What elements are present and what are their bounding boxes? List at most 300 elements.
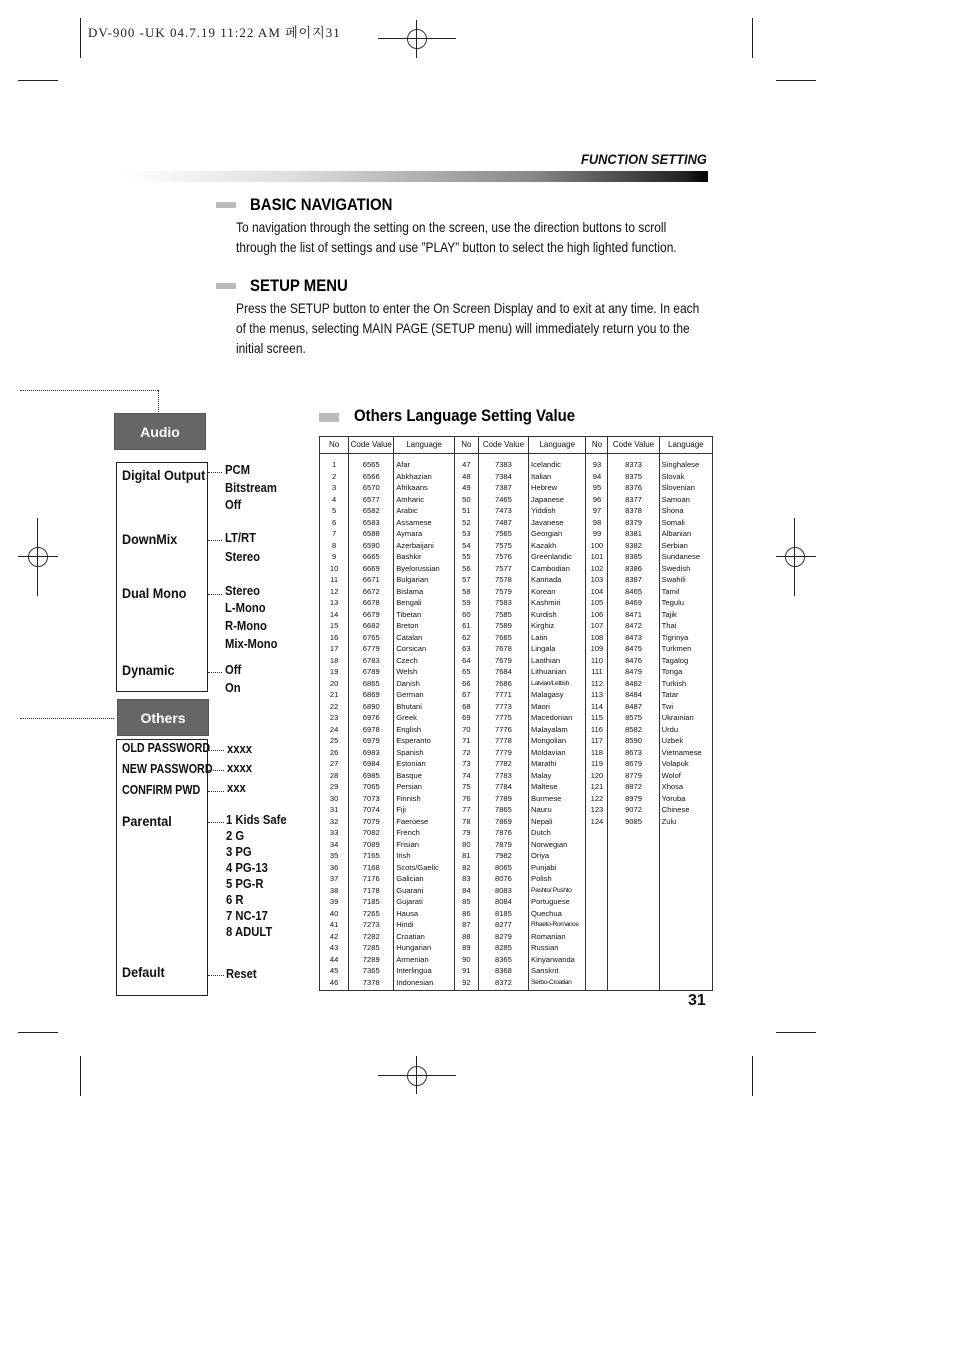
table-cell: 54 [462, 540, 471, 550]
table-cell: 8479 [625, 667, 642, 676]
table-cell: 8679 [625, 759, 642, 768]
parental-option[interactable]: 5 PG-R [226, 877, 264, 891]
table-cell: 30 [329, 793, 339, 803]
table-cell: 8376 [625, 483, 642, 492]
dual-mono-option[interactable]: Stereo [225, 584, 261, 598]
table-header: Code Value [608, 437, 659, 454]
table-cell: 8378 [625, 506, 642, 515]
table-cell: 7176 [362, 874, 380, 883]
table-cell: 67 [462, 690, 471, 699]
registration-mark-icon [785, 547, 805, 567]
table-cell: 18 [329, 655, 339, 665]
table-cell: Irish [396, 851, 411, 860]
table-cell: 73 [462, 759, 471, 768]
table-cell: 8471 [625, 609, 642, 619]
table-cell: French [396, 828, 420, 837]
table-cell: Polish [531, 874, 552, 883]
language-column [659, 454, 712, 991]
default-value[interactable]: Reset [226, 967, 257, 981]
digital-output-option[interactable]: Bitstream [225, 481, 277, 495]
table-cell: 81 [462, 851, 471, 860]
parental-option[interactable]: 4 PG-13 [226, 861, 268, 875]
table-cell: Macedonian [531, 713, 573, 722]
table-cell: 38 [329, 885, 339, 895]
table-cell: 55 [462, 552, 471, 561]
digital-output-option[interactable]: PCM [225, 463, 251, 477]
parental-option[interactable]: 2 G [226, 829, 245, 843]
table-cell: 7773 [494, 701, 512, 711]
table-cell: 109 [590, 644, 604, 653]
table-cell: 29 [329, 782, 339, 791]
table-cell: 7565 [494, 529, 512, 538]
table-cell: Greek [396, 713, 417, 722]
table-cell: 39 [329, 897, 339, 906]
table-cell: 7082 [362, 828, 380, 837]
table-cell: 7577 [494, 563, 512, 573]
table-cell: 8872 [625, 782, 642, 791]
table-cell: 6978 [362, 724, 380, 734]
crop-mark [752, 18, 753, 58]
table-header: Language [394, 437, 455, 454]
downmix-option[interactable]: Stereo [225, 550, 261, 564]
table-cell: 90 [462, 954, 471, 964]
dotted-connector [158, 390, 159, 412]
table-cell: 7865 [494, 805, 512, 814]
table-cell: 8285 [494, 943, 512, 952]
table-cell: 27 [329, 759, 339, 768]
table-cell: 86 [462, 908, 471, 918]
section-marker [216, 283, 236, 289]
table-cell: Punjabi [531, 862, 557, 872]
table-cell: Slovenian [661, 483, 695, 492]
table-cell: 6 [332, 517, 337, 527]
table-cell: 8382 [625, 540, 642, 550]
table-cell: 120 [590, 770, 604, 780]
default-label[interactable]: Default [122, 964, 165, 980]
table-cell: 87 [462, 920, 471, 929]
table-cell: Malagasy [531, 690, 564, 699]
dual-mono-option[interactable]: Mix-Mono [225, 637, 278, 651]
table-cell: 83 [462, 874, 471, 883]
table-cell: Dutch [531, 828, 551, 837]
table-cell: Xhosa [661, 782, 684, 791]
crop-mark [80, 1056, 81, 1096]
downmix-label[interactable]: DownMix [122, 531, 178, 547]
table-cell: Breton [396, 621, 419, 630]
table-cell: 8076 [494, 874, 512, 883]
table-cell: 88 [462, 931, 471, 941]
table-cell: 80 [462, 839, 471, 849]
table-cell: 8465 [625, 586, 642, 596]
table-cell: 32 [329, 816, 339, 826]
table-cell: 108 [590, 632, 604, 642]
audio-tab[interactable]: Audio [114, 413, 206, 450]
table-cell: Azerbaijani [396, 540, 434, 550]
others-language-title: Others Language Setting Value [354, 406, 576, 425]
table-cell: Serbian [661, 540, 688, 550]
table-cell: 60 [462, 609, 471, 619]
table-cell: 43 [329, 943, 339, 952]
table-cell: 107 [590, 621, 604, 630]
table-cell: Indonesian [396, 977, 434, 987]
table-cell: Tagalog [661, 655, 689, 665]
table-cell: Burmese [531, 793, 562, 803]
table-cell: Portuguese [531, 897, 570, 906]
table-cell: 8372 [494, 977, 512, 987]
crop-mark [776, 1032, 816, 1033]
parental-option[interactable]: 7 NC-17 [226, 909, 268, 923]
table-cell: 13 [329, 598, 339, 607]
table-cell: 9 [332, 552, 337, 561]
table-cell: 6570 [362, 483, 380, 492]
others-tab[interactable]: Others [117, 699, 209, 736]
table-cell: 6779 [362, 644, 380, 653]
table-cell: 25 [329, 736, 339, 745]
code-column [478, 454, 528, 991]
table-cell: 85 [462, 897, 471, 906]
table-cell: 49 [462, 483, 471, 492]
table-cell: 7576 [494, 552, 512, 561]
table-cell: English [396, 724, 422, 734]
table-cell: 7178 [362, 885, 380, 895]
table-cell: 6979 [362, 736, 380, 745]
table-cell: 7686 [494, 678, 512, 688]
table-cell: Maltese [531, 782, 558, 791]
table-cell: Kannada [531, 575, 562, 584]
table-cell: Bashkir [396, 552, 422, 561]
table-cell: Tonga [661, 667, 683, 676]
table-cell: 48 [462, 471, 471, 481]
table-cell: 22 [329, 701, 339, 711]
table-cell: Cambodian [531, 563, 570, 573]
table-cell: 79 [462, 828, 471, 837]
table-cell: 68 [462, 701, 471, 711]
table-cell: 9072 [625, 805, 642, 814]
code-column [349, 454, 394, 991]
table-cell: 8084 [494, 897, 512, 906]
table-cell: 8582 [625, 724, 642, 734]
table-cell: Welsh [396, 667, 418, 676]
confirm-pwd-value[interactable]: xxx [227, 781, 246, 795]
table-cell: 6582 [362, 506, 380, 515]
language-code-table [319, 436, 713, 991]
table-cell: Catalan [396, 632, 423, 642]
table-cell: 7074 [362, 805, 380, 814]
table-cell: 6577 [362, 494, 380, 504]
registration-mark-icon [378, 38, 456, 39]
table-cell: 7575 [494, 540, 512, 550]
function-setting-label: FUNCTION SETTING [581, 151, 707, 167]
table-cell: 7265 [362, 908, 380, 918]
table-cell: Wolof [661, 770, 681, 780]
table-cell: 104 [590, 586, 604, 596]
table-cell: 6671 [362, 575, 380, 584]
dotted-connector [208, 770, 224, 771]
table-cell: 97 [592, 506, 602, 515]
table-cell: 6679 [362, 609, 380, 619]
table-cell: Tatar [661, 690, 679, 699]
table-cell: 36 [329, 862, 339, 872]
table-cell: Abkhazian [396, 471, 432, 481]
table-cell: 7778 [494, 736, 512, 745]
table-cell: Rhaeto-Romance [531, 921, 579, 928]
table-cell: 20 [329, 678, 339, 688]
table-cell: 117 [590, 736, 603, 745]
table-cell: 8379 [625, 517, 642, 527]
new-password-label[interactable]: NEW PASSWORD [122, 762, 213, 776]
table-cell: 7465 [494, 494, 512, 504]
basic-navigation-body: To navigation through the setting on the screen, use the direction buttons to scroll through the list of settings and use ”PLAY” button to select the high lighted function. [236, 220, 677, 255]
table-cell: 7073 [362, 793, 380, 803]
table-cell: 122 [590, 793, 604, 803]
table-cell: 16 [329, 632, 339, 642]
table-cell: 45 [329, 966, 339, 975]
basic-navigation-title: BASIC NAVIGATION [250, 195, 393, 214]
parental-option[interactable]: 1 Kids Safe [226, 813, 287, 827]
table-cell: 33 [329, 828, 339, 837]
parental-option[interactable]: 6 R [226, 893, 244, 907]
table-cell: Thai [661, 621, 677, 630]
dual-mono-option[interactable]: R-Mono [225, 619, 267, 633]
table-header: Code Value [478, 437, 528, 454]
table-cell: Kinyarwanda [531, 954, 575, 964]
table-cell: Uzbek [661, 736, 684, 745]
table-cell: 8979 [625, 793, 642, 803]
dotted-connector [208, 750, 224, 751]
table-cell: 19 [329, 667, 339, 676]
table-cell: 61 [462, 621, 471, 630]
table-cell: 8575 [625, 713, 642, 722]
section-marker [216, 202, 236, 208]
table-cell: 96 [592, 494, 602, 504]
downmix-option[interactable]: LT/RT [225, 531, 257, 545]
dynamic-option[interactable]: Off [225, 663, 242, 677]
table-cell: 7776 [494, 724, 512, 734]
table-cell: 6890 [362, 701, 380, 711]
table-cell: Bengali [396, 598, 422, 607]
code-column [608, 454, 659, 991]
table-cell: Lingala [531, 644, 556, 653]
digital-output-option[interactable]: Off [225, 498, 242, 512]
table-cell: Arabic [396, 506, 418, 515]
table-cell: 7 [332, 529, 337, 538]
table-cell: 98 [592, 517, 602, 527]
table-cell: 7378 [362, 977, 380, 987]
table-cell: 14 [329, 609, 339, 619]
table-cell: Finnish [396, 793, 421, 803]
old-password-label[interactable]: OLD PASSWORD [122, 741, 211, 755]
table-cell: 28 [329, 770, 339, 780]
setup-menu-body: Press the SETUP button to enter the On Screen Display and to exit at any time. In each of the menus, selecting MAIN PAGE (SETUP menu) will immediately return you to the initial screen. [236, 301, 700, 356]
table-cell: 8487 [625, 701, 642, 711]
table-cell: 84 [462, 885, 471, 895]
table-cell: Maori [531, 701, 550, 711]
table-cell: Korean [531, 586, 556, 596]
table-cell: 8385 [625, 552, 642, 561]
table-cell: 8482 [625, 678, 642, 688]
table-cell: 102 [590, 563, 604, 573]
table-cell: 89 [462, 943, 471, 952]
table-cell: Kazakh [531, 540, 557, 550]
new-password-value[interactable]: xxxx [227, 761, 253, 775]
table-cell: 69 [462, 713, 471, 722]
table-header: Language [529, 437, 586, 454]
table-cell: 118 [590, 747, 603, 757]
table-cell: Guarani [396, 885, 424, 895]
table-cell: Icelandic [531, 460, 561, 469]
table-cell: 7775 [494, 713, 512, 722]
dual-mono-option[interactable]: L-Mono [225, 601, 266, 615]
table-cell: 31 [329, 805, 339, 814]
table-cell: 7789 [494, 793, 512, 803]
table-cell: 82 [462, 862, 471, 872]
confirm-pwd-label[interactable]: CONFIRM PWD [122, 783, 201, 797]
print-header: DV-900 -UK 04.7.19 11:22 AM 페이지31 [88, 25, 341, 40]
parental-label[interactable]: Parental [122, 813, 172, 829]
table-cell: Norwegian [531, 839, 568, 849]
table-cell: Aymara [396, 529, 423, 538]
table-cell: 8373 [625, 460, 642, 469]
dotted-connector [208, 822, 224, 823]
table-cell: 72 [462, 747, 471, 757]
table-cell: Urdu [661, 724, 679, 734]
table-cell: 9085 [625, 816, 642, 826]
table-cell: 8368 [494, 966, 512, 975]
table-cell: Esperanto [396, 736, 431, 745]
table-cell: 6985 [362, 770, 380, 780]
table-cell: Scots/Gaelic [396, 862, 439, 872]
table-header: Code Value [349, 437, 394, 454]
table-cell: 8590 [625, 736, 642, 745]
table-cell: 7684 [494, 667, 512, 676]
table-cell: 11 [330, 575, 339, 584]
table-cell: Georgian [531, 529, 563, 538]
dotted-connector [208, 594, 222, 595]
table-header: No [586, 437, 608, 454]
dynamic-label[interactable]: Dynamic [122, 662, 175, 678]
table-cell: Yiddish [531, 506, 556, 515]
table-cell: 7487 [494, 517, 512, 527]
table-cell: 6669 [362, 563, 380, 573]
registration-mark-icon [407, 1066, 427, 1086]
table-cell: Nauru [531, 805, 552, 814]
table-cell: 6678 [362, 598, 380, 607]
table-cell: Lithuanian [531, 667, 567, 676]
table-cell: Basque [396, 770, 422, 780]
table-cell: Nepali [531, 816, 553, 826]
table-cell: Malayalam [531, 724, 568, 734]
table-cell: 8185 [494, 908, 512, 918]
table-cell: 4 [332, 494, 337, 504]
table-cell: 59 [462, 598, 471, 607]
table-cell: 124 [590, 816, 604, 826]
table-cell: 8065 [494, 862, 512, 872]
table-cell: 2 [332, 471, 337, 481]
table-cell: 8386 [625, 563, 642, 573]
table-cell: 10 [329, 563, 339, 573]
crop-mark [18, 80, 58, 81]
language-column [529, 454, 586, 991]
table-cell: Vietnamese [661, 747, 702, 757]
table-cell: Afrikaans [396, 483, 428, 492]
table-cell: Armenian [396, 954, 429, 964]
registration-mark-icon [416, 20, 417, 58]
table-cell: Persian [396, 782, 422, 791]
table-cell: 6789 [362, 667, 380, 676]
page-number: 31 [688, 992, 706, 1009]
dotted-connector [20, 390, 158, 391]
table-cell: 110 [590, 655, 603, 665]
registration-mark-icon [794, 518, 795, 596]
table-cell: 17 [329, 644, 339, 653]
table-cell: Mongolian [531, 736, 567, 745]
table-cell: Hungarian [396, 943, 432, 952]
table-cell: 101 [590, 552, 604, 561]
table-header: No [320, 437, 349, 454]
table-cell: Moldavian [531, 747, 566, 757]
dual-mono-label[interactable]: Dual Mono [122, 585, 187, 601]
table-cell: Hebrew [531, 483, 558, 492]
table-cell: 7782 [494, 759, 512, 768]
table-cell: 8673 [625, 747, 642, 757]
dynamic-option[interactable]: On [225, 681, 241, 695]
table-cell: Estonian [396, 759, 426, 768]
table-cell: Turkmen [661, 644, 692, 653]
table-cell: Amharic [396, 494, 425, 504]
table-cell: 7578 [494, 575, 512, 584]
table-cell: 40 [329, 908, 339, 918]
parental-option[interactable]: 3 PG [226, 845, 252, 859]
registration-mark-icon [37, 518, 38, 596]
table-cell: 7982 [494, 851, 512, 860]
table-cell: Pashto/ Pushto [531, 886, 572, 894]
table-cell: 114 [590, 701, 603, 711]
table-cell: Twi [661, 701, 674, 711]
table-cell: 8472 [625, 621, 642, 630]
table-cell: Tamil [661, 586, 680, 596]
table-cell: 7387 [494, 483, 512, 492]
table-cell: 113 [590, 690, 603, 699]
table-cell: 64 [462, 655, 471, 665]
dotted-connector [208, 472, 222, 473]
table-cell: Marathi [531, 759, 557, 768]
table-cell: 8277 [494, 920, 512, 929]
table-cell: 7783 [494, 770, 512, 780]
table-cell: Bislama [396, 586, 424, 596]
parental-option[interactable]: 8 ADULT [226, 925, 273, 939]
digital-output-label[interactable]: Digital Output [122, 467, 206, 483]
table-cell: Swahili [661, 575, 686, 584]
table-cell: 42 [329, 931, 339, 941]
registration-mark-icon [18, 556, 58, 557]
table-cell: 115 [590, 713, 603, 722]
dotted-connector [20, 718, 114, 719]
old-password-value[interactable]: xxxx [227, 742, 253, 756]
table-cell: 6865 [362, 678, 380, 688]
table-cell: 65 [462, 667, 471, 676]
table-cell: Italian [531, 471, 552, 481]
table-cell: 7065 [362, 782, 380, 791]
table-cell: Javanese [531, 517, 564, 527]
table-cell: Tajik [661, 609, 677, 619]
registration-mark-icon [28, 547, 48, 567]
registration-mark-icon [407, 29, 427, 49]
table-cell: Latin [531, 632, 548, 642]
table-cell: 93 [592, 460, 602, 469]
table-cell: 24 [329, 724, 339, 734]
section-marker [319, 413, 339, 422]
table-cell: Danish [396, 678, 420, 688]
